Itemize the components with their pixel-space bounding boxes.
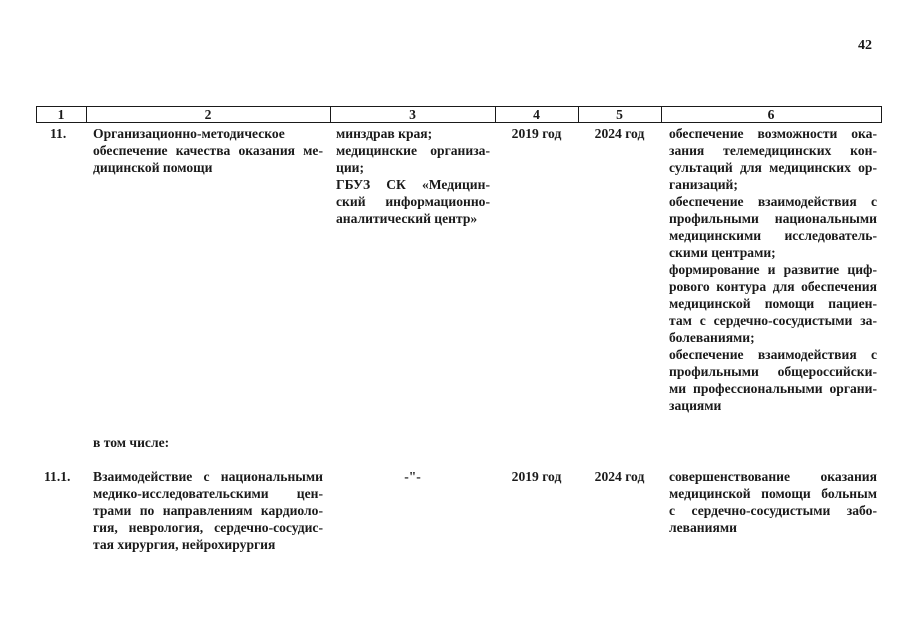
result-line: обеспечение взаимодействия с (669, 347, 877, 362)
result-line: скими центрами; (669, 245, 776, 260)
result-line: леваниями (669, 520, 737, 535)
page-number: 42 (858, 38, 872, 53)
header-col-1: 1 (57, 107, 65, 122)
end-year: 2024 год (594, 469, 645, 484)
executor-ditto: -"- (404, 469, 421, 484)
result-line: там с сердечно-сосудистыми за- (669, 313, 877, 328)
result-line: с сердечно-сосудистыми забо- (669, 503, 877, 518)
executor-line: ский информационно- (336, 194, 490, 209)
column-divider (881, 106, 882, 123)
result-line: профильными общероссийски- (669, 364, 877, 379)
measure-name-line: Организационно-методическое (93, 126, 285, 141)
measure-name-line: Взаимодействие с национальными (93, 469, 323, 484)
start-year: 2019 год (511, 126, 562, 141)
header-col-6: 6 (767, 107, 775, 122)
executor-line: минздрав края; (336, 126, 433, 141)
result-line: зациями (669, 398, 722, 413)
measure-name-line: медико-исследовательскими цен- (93, 486, 323, 501)
row-number: 11.1. (44, 469, 71, 484)
result-line: обеспечение возможности ока- (669, 126, 877, 141)
result-line: рового контура для обеспечения (669, 279, 877, 294)
result-line: ми профессиональными органи- (669, 381, 877, 396)
executor-line: ции; (336, 160, 365, 175)
measure-name-line: обеспечение качества оказания ме- (93, 143, 323, 158)
executor-line: медицинские организа- (336, 143, 490, 158)
measure-name-line: тая хирургия, нейрохирургия (93, 537, 276, 552)
start-year: 2019 год (511, 469, 562, 484)
measure-name-line: дицинской помощи (93, 160, 213, 175)
header-col-2: 2 (204, 107, 212, 122)
result-line: обеспечение взаимодействия с (669, 194, 877, 209)
end-year: 2024 год (594, 126, 645, 141)
result-line: сультаций для медицинских ор- (669, 160, 877, 175)
including-label: в том числе: (93, 435, 170, 450)
measure-name-line: гия, неврология, сердечно-сосудис- (93, 520, 323, 535)
result-line: медицинской помощи больным (669, 486, 877, 501)
header-col-3: 3 (409, 107, 416, 122)
executor-line: аналитический центр» (336, 211, 478, 226)
result-line: совершенствование оказания (669, 469, 877, 484)
result-line: формирование и развитие циф- (669, 262, 877, 277)
result-line: зания телемедицинских кон- (669, 143, 877, 158)
result-line: болеваниями; (669, 330, 755, 345)
result-line: ганизаций; (669, 177, 738, 192)
measure-name-line: трами по направлениям кардиоло- (93, 503, 323, 518)
result-line: медицинскими исследователь- (669, 228, 877, 243)
header-col-4: 4 (533, 107, 540, 122)
result-line: медицинской помощи пациен- (669, 296, 877, 311)
row-number: 11. (50, 126, 67, 141)
executor-line: ГБУЗ СК «Медицин- (336, 177, 490, 192)
header-col-5: 5 (616, 107, 623, 122)
result-line: профильными национальными (669, 211, 877, 226)
